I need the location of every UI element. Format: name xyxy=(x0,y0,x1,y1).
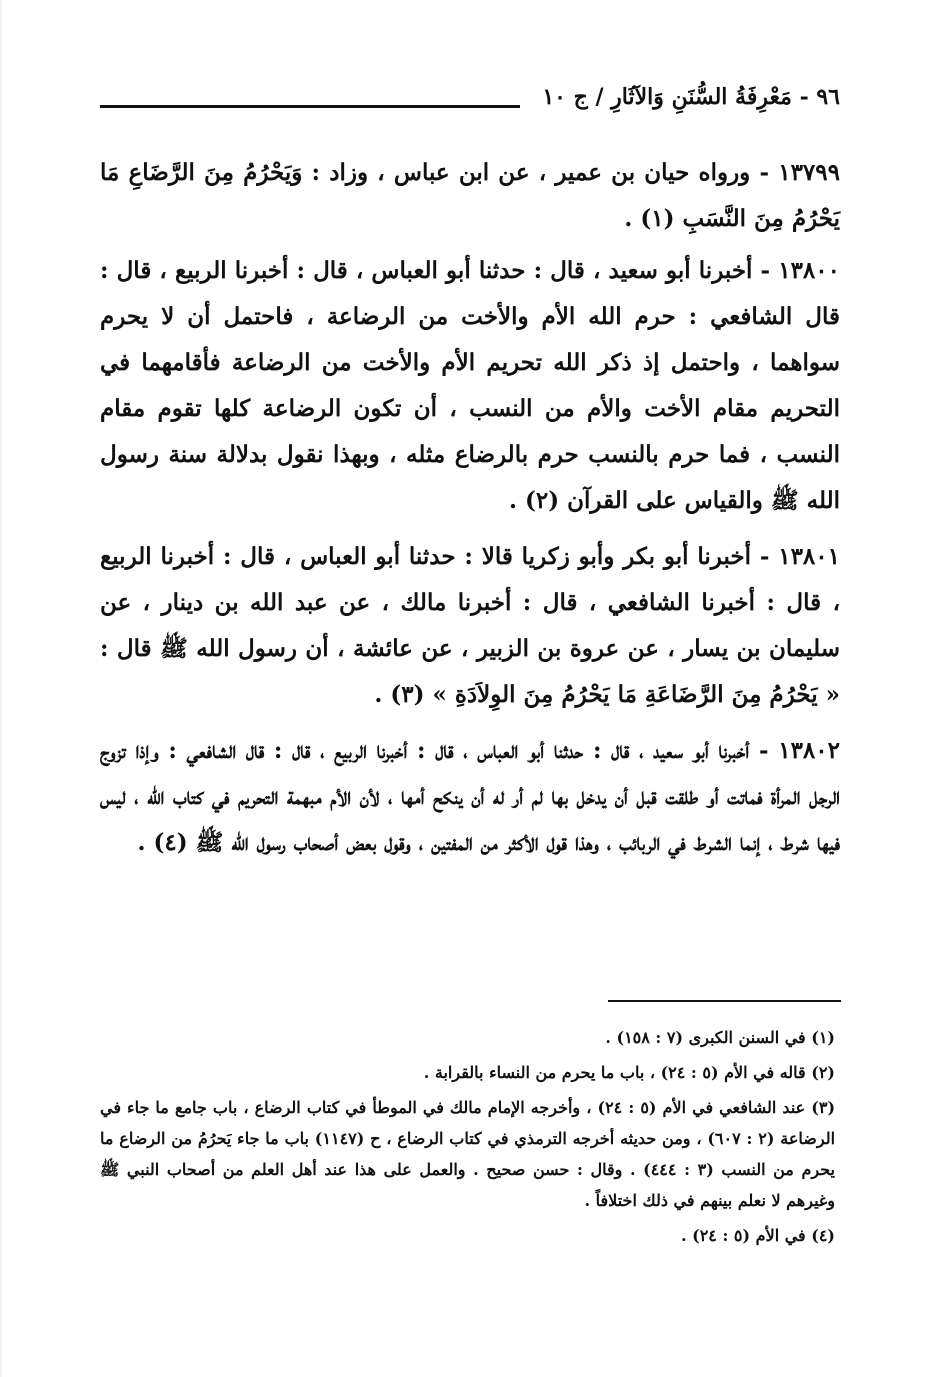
main-text xyxy=(100,150,840,876)
page-edge xyxy=(0,0,2,1377)
footnote-4: (٤) في الأم (٥ : ٢٤) . xyxy=(680,1226,835,1245)
paragraph-13800: ١٣٨٠٠ - أخبرنا أبو سعيد ، قال : حدثنا أبو العباس ، قال : أخبرنا الربيع ، قال : قال الشافعي : حرم الله الأم والأخت من الرضاعة ، فاحتمل أن لا يحرم سواهما ، واحتمل إذ ذكر الله تحريم الأم والأخت من الرضاعة فأقامهما في التحريم مقام الأخت والأم من النسب ، أن تكون الرضاعة كلها تقوم مقام النسب ، فما حرم بالنسب حرم بالرضاع مثله ، وبهذا نقول بدلالة سنة رسول الله ﷺ والقياس على القرآن (٢) . xyxy=(100,257,840,514)
footnote-3: (٣) عند الشافعي في الأم (٥ : ٢٤) ، وأخرجه الإمام مالك في الموطأ في كتاب الرضاع ، باب جامع ما جاء في الرضاعة (٢ : ٦٠٧) ، ومن حديثه أخرجه الترمذي في كتاب الرضاع ، ح (١١٤٧) باب ما جاء يَحرُمُ من الرضاع ما يحرم من النسب (٣ : ٤٤٤) . وقال : حسن صحيح . والعمل على هذا عند أهل العلم من أصحاب النبي ﷺ وغيرهم لا نعلم بينهم في ذلك اختلافاً . xyxy=(100,1098,836,1210)
paragraph-13799: ١٣٧٩٩ - ورواه حيان بن عمير ، عن ابن عباس ، وزاد : وَيَحْرُمُ مِنَ الرَّضَاعِ مَا يَحْرُمُ مِنَ النَّسَبِ (١) . xyxy=(100,159,840,232)
footnote-separator xyxy=(608,1000,841,1002)
running-title: ٩٦ - مَعْرِفَةُ السُّنَنِ وَالآثَارِ / ج ١٠ xyxy=(542,84,840,110)
footnotes xyxy=(100,1022,835,1255)
page-header xyxy=(100,84,840,124)
paragraph-13801: ١٣٨٠١ - أخبرنا أبو بكر وأبو زكريا قالا : حدثنا أبو العباس ، قال : أخبرنا الربيع ، قال : أخبرنا الشافعي ، قال : أخبرنا مالك ، عن عبد الله بن دينار ، عن سليمان بن يسار ، عن عروة بن الزبير ، عن عائشة ، أن رسول الله ﷺ قال : « يَحْرُمُ مِنَ الرَّضَاعَةِ مَا يَحْرُمُ مِنَ الوِلاَدَةِ » (٣) . xyxy=(100,543,840,708)
footnote-2: (٢) قاله في الأم (٥ : ٢٤) ، باب ما يحرم من النساء بالقرابة . xyxy=(423,1063,835,1082)
footnote-1: (١) في السنن الكبرى (٧ : ١٥٨) . xyxy=(605,1028,835,1047)
paragraph-13802: ١٣٨٠٢ - أخبرنا أبو سعيد ، قال : حدثنا أبو العباس ، قال : أخبرنا الربيع ، قال : قال الشافعي : وإذا تزوج الرجل المرأة فماتت أو طلقت قبل أن يدخل بها لم أر له أن ينكح أمها ، لأن الأم مبهمة التحريم في كتاب الله ، ليس فيها شرط ، إنما الشرط في الربائب ، وهذا قول الأكثر من المفتين ، وقول بعض أصحاب رسول الله ﷺ (٤) . xyxy=(100,737,840,856)
header-rule xyxy=(100,105,520,108)
